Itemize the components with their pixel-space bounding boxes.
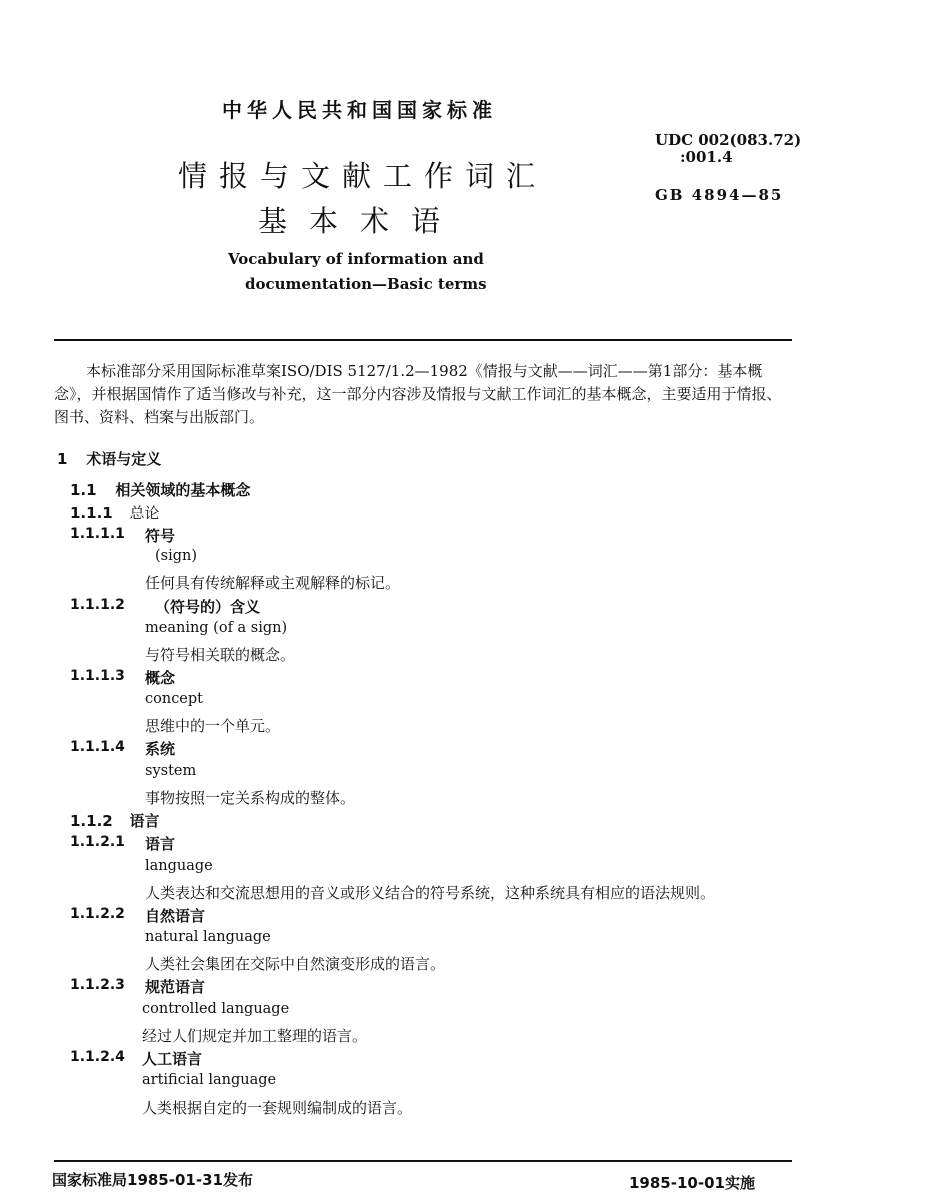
entry-definition: 经过人们规定并加工整理的语言。 — [142, 1027, 368, 1045]
issue-date: 国家标准局1985-01-31发布 — [52, 1171, 253, 1189]
title-en-line1: Vocabulary of information and — [228, 250, 484, 268]
title-zh-line2: 基本术语 — [258, 204, 463, 238]
entry-term-en: controlled language — [142, 1001, 290, 1017]
gb-code: GB 4894—85 — [655, 186, 784, 204]
entry-number: 1.1.1.4 — [70, 739, 125, 755]
entry-term-zh: （符号的）含义 — [155, 598, 261, 616]
section-title: 术语与定义 — [86, 450, 162, 468]
top-divider — [54, 339, 792, 341]
udc-code-sub: :001.4 — [680, 148, 733, 166]
entry-term-en: concept — [145, 691, 203, 707]
entry-definition: 人类表达和交流思想用的音义或形义结合的符号系统，这种系统具有相应的语法规则。 — [145, 884, 716, 902]
section-title: 总论 — [129, 504, 160, 522]
entry-number: 1.1.2.3 — [70, 977, 125, 993]
entry-number: 1.1.1.3 — [70, 668, 125, 684]
entry-term-zh: 符号 — [145, 527, 176, 545]
entry-number: 1.1.2.4 — [70, 1049, 125, 1065]
section-number: 1.1.1 — [70, 504, 113, 522]
entry-definition: 任何具有传统解释或主观解释的标记。 — [145, 574, 401, 592]
entry-number: 1.1.2.2 — [70, 906, 125, 922]
entry-term-zh: 系统 — [145, 740, 176, 758]
entry-term-en: (sign) — [155, 548, 198, 564]
entry-term-zh: 人工语言 — [142, 1050, 203, 1068]
entry-term-en: meaning (of a sign) — [145, 620, 288, 636]
bottom-divider — [54, 1160, 792, 1162]
section-title: 语言 — [129, 812, 160, 830]
title-zh-line1: 情报与文献工作词汇 — [178, 159, 548, 193]
section-1-1-heading — [70, 479, 250, 500]
entry-number: 1.1.2.1 — [70, 834, 125, 850]
entry-definition: 与符号相关联的概念。 — [145, 646, 296, 664]
intro-paragraph: 本标准部分采用国际标准草案ISO/DIS 5127/1.2—1982《情报与文献——词汇——第1部分：基本概念》，并根据国情作了适当修改与补充，这一部分内容涉及情报与文献工作词汇的基本概念，主要适用于情报、图书、资料、档案与出版部门。 — [54, 362, 782, 426]
effective-date: 1985-10-01实施 — [629, 1174, 755, 1192]
entry-term-zh: 自然语言 — [145, 907, 206, 925]
entry-term-zh: 概念 — [145, 669, 176, 687]
entry-definition: 事物按照一定关系构成的整体。 — [145, 789, 356, 807]
title-en-line2: documentation—Basic terms — [245, 275, 487, 293]
entry-definition: 人类根据自定的一套规则编制成的语言。 — [142, 1099, 413, 1117]
standard-type-heading: 中华人民共和国国家标准 — [222, 98, 497, 122]
entry-number: 1.1.1.2 — [70, 597, 125, 613]
entry-term-en: natural language — [145, 929, 271, 945]
entry-number: 1.1.1.1 — [70, 526, 125, 542]
entry-term-en: language — [145, 858, 213, 874]
entry-term-zh: 语言 — [145, 835, 176, 853]
section-title: 相关领域的基本概念 — [115, 481, 251, 499]
section-1-1-2-heading — [70, 810, 160, 831]
entry-term-en: artificial language — [142, 1072, 277, 1088]
entry-definition: 人类社会集团在交际中自然演变形成的语言。 — [145, 955, 446, 973]
section-number: 1 — [57, 450, 68, 468]
entry-term-en: system — [145, 763, 197, 779]
udc-code: UDC 002(083.72) — [655, 131, 802, 149]
section-number: 1.1.2 — [70, 812, 113, 830]
entry-term-zh: 规范语言 — [145, 978, 206, 996]
section-number: 1.1 — [70, 481, 97, 499]
section-1-1-1-heading — [70, 502, 160, 523]
entry-definition: 思维中的一个单元。 — [145, 717, 281, 735]
section-1-heading — [57, 448, 161, 469]
